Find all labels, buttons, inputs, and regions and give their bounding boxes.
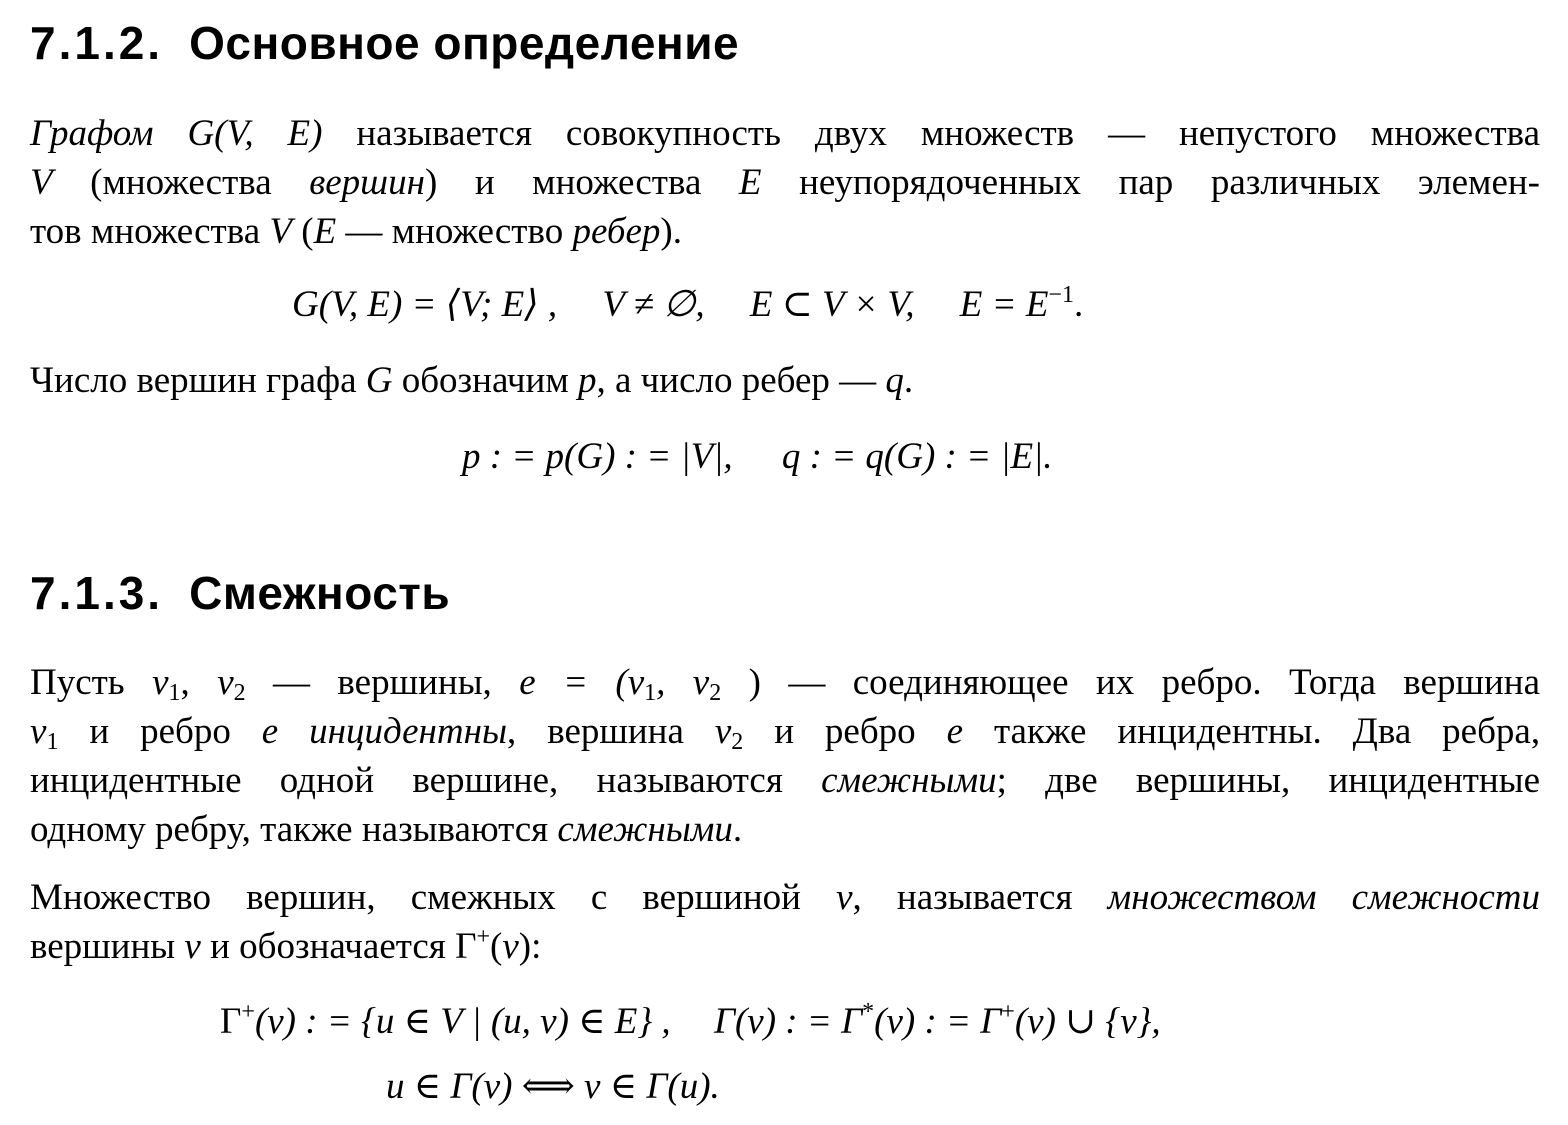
definition-line-2: V (множества вершин) и множества E неупорядоченных пар различных элемен- (30, 162, 1540, 203)
section-number: 7.1.3. (30, 567, 164, 619)
adjacency-line-1: Пусть $v_1$, $v_2$ — вершины, $e = (v_1$, $v_2$ ) — соединяющее их ребро. Тогда вершина (30, 662, 1540, 706)
neighborhood-formula: Γ+(v) : = {u ∈ V | (u, v) ∈ E} , Γ(v) : = Γ*(v) : = Γ+(v) ∪ {v}, (220, 999, 1161, 1042)
neighborhood-line-2: вершины v и обозначается Γ+(v): (30, 924, 542, 967)
section-heading-7-1-2 (30, 16, 739, 70)
count-sentence: Число вершин графа G обозначим p, а число ребер — q. (30, 360, 914, 401)
section-title: Основное определение (189, 17, 740, 69)
count-formula: p : = p(G) : = |V|, q : = q(G) : = |E|. (462, 436, 1053, 477)
graph-definition-formula: G(V, E) = ⟨V; E⟩ , V ≠ ∅, E ⊂ V × V, $E = E^{-1}$. (292, 282, 1084, 325)
section-title: Смежность (189, 567, 451, 619)
neighborhood-line-1: Множество вершин, смежных с вершиной v, называется множеством смежности (30, 877, 1541, 918)
definition-line-3: тов множества V (E — множество ребер). (30, 211, 682, 252)
adjacency-line-2: $v_1$ и ребро e инцидентны, вершина $v_2$ и ребро e также инцидентны. Два ребра, (30, 711, 1541, 755)
adjacency-line-4: одному ребру, также называются смежными. (30, 809, 743, 850)
section-number: 7.1.2. (30, 17, 164, 69)
section-heading-7-1-3 (30, 566, 450, 620)
adjacency-equivalence-formula: u ∈ Γ(v) ⟺ v ∈ Γ(u). (386, 1066, 720, 1107)
adjacency-line-3: инцидентные одной вершине, называются смежными; две вершины, инцидентные (30, 760, 1541, 801)
definition-line-1: Графом G(V, E) называется совокупность двух множеств — непустого множества (30, 113, 1541, 154)
